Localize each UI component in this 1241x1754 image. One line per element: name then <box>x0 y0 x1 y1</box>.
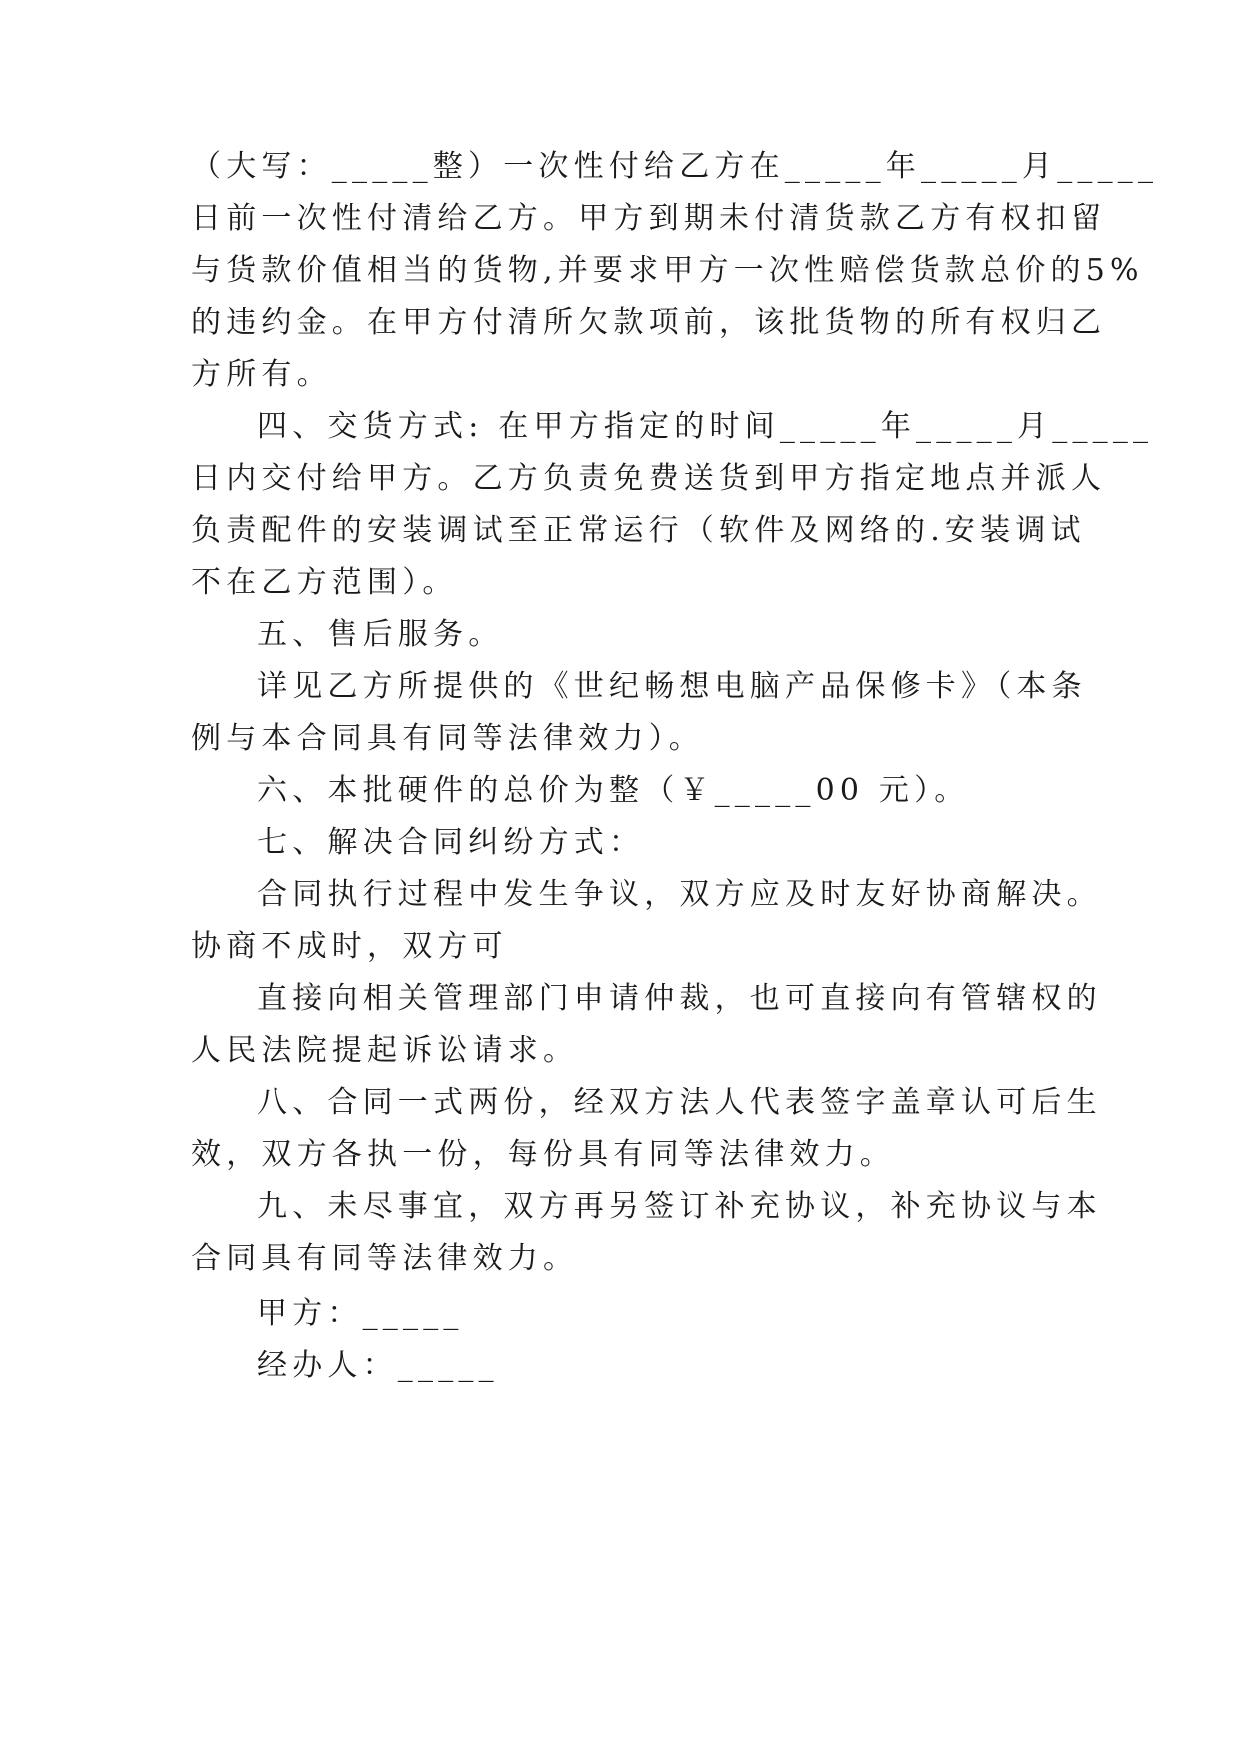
dispute-line-1: 合同执行过程中发生争议，双方应及时友好协商解决。 <box>257 877 1102 912</box>
dispute-heading: 七、解决合同纠纷方式： <box>257 825 645 860</box>
delivery-clause-line-4: 不在乙方范围）。 <box>191 565 458 600</box>
after-sales-line-1: 详见乙方所提供的《世纪畅想电脑产品保修卡》（本条 <box>257 669 1087 704</box>
delivery-clause-line-3: 负责配件的安装调试至正常运行（软件及网络的.安装调试 <box>191 513 1086 548</box>
party-a-signature-field: 甲方：_____ <box>257 1296 464 1331</box>
dispute-line-2: 协商不成时，双方可 <box>191 929 508 964</box>
payment-clause-line-4: 的违约金。在甲方付清所欠款项前，该批货物的所有权归乙 <box>191 305 1107 340</box>
supplement-clause-line-1: 九、未尽事宜，双方再另签订补充协议，补充协议与本 <box>257 1189 1102 1224</box>
dispute-line-4: 人民法院提起诉讼请求。 <box>191 1033 579 1068</box>
after-sales-line-2: 例与本合同具有同等法律效力）。 <box>191 721 704 756</box>
copies-clause-line-2: 效，双方各执一份，每份具有同等法律效力。 <box>191 1137 895 1172</box>
payment-clause-line-5: 方所有。 <box>191 357 332 392</box>
handler-signature-field: 经办人：_____ <box>257 1348 499 1383</box>
supplement-clause-line-2: 合同具有同等法律效力。 <box>191 1241 579 1276</box>
payment-clause-line-3: 与货款价值相当的货物,并要求甲方一次性赔偿货款总价的5% <box>191 253 1144 288</box>
payment-clause-line-2: 日前一次性付清给乙方。甲方到期未付清货款乙方有权扣留 <box>191 201 1107 236</box>
delivery-clause-line-1: 四、交货方式: 在甲方指定的时间_____年_____月_____ <box>257 409 1154 444</box>
payment-clause-line-1: （大写：_____整）一次性付给乙方在_____年_____月_____ <box>191 149 1159 184</box>
delivery-clause-line-2: 日内交付给甲方。乙方负责免费送货到甲方指定地点并派人 <box>191 461 1107 496</box>
dispute-line-3: 直接向相关管理部门申请仲裁，也可直接向有管辖权的 <box>257 981 1102 1016</box>
total-price-clause: 六、本批硬件的总价为整（￥_____00 元）。 <box>257 773 970 808</box>
copies-clause-line-1: 八、合同一式两份，经双方法人代表签字盖章认可后生 <box>257 1085 1102 1120</box>
after-sales-heading: 五、售后服务。 <box>257 617 504 652</box>
